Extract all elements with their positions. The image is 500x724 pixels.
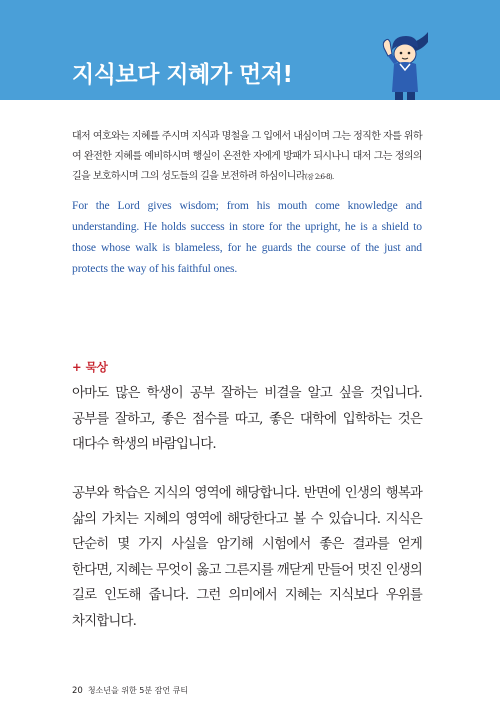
verse-english: For the Lord gives wisdom; from his mouth come knowledge and understanding. He holds success in store for the upright, he is a shield to those whose walk is blameless, for he guards the course of the just and protects the way of his faithful ones. <box>72 199 422 275</box>
verse-korean-text: 대저 여호와는 지혜를 주시며 지식과 명철을 그 입에서 내심이며 그는 정직한 자를 위하여 완전한 지혜를 예비하시며 행실이 온전한 자에게 방패가 되시나니 대저 그는 정의의 길을 보호하시며 그의 성도들의 길을 보전하려 하심이니라 <box>72 131 422 182</box>
chapter-title: 지식보다 지혜가 먼저! <box>72 62 293 88</box>
page-footer <box>72 685 188 696</box>
page-number: 20 <box>72 686 83 696</box>
verse-korean <box>72 127 422 187</box>
book-title: 청소년을 위한 5분 잠언 큐티 <box>87 686 189 695</box>
meditation-label: + 묵상 <box>72 360 108 374</box>
verse-reference: (잠 2:6-8). <box>304 173 334 181</box>
meditation-paragraph-2: 공부와 학습은 지식의 영역에 해당합니다. 반면에 인생의 행복과 삶의 가치는 지혜의 영역에 해당한다고 볼 수 있습니다. 지식은 단순히 몇 가지 사실을 암기해 시험에서 좋은 결과를 얻게 한다면, 지혜는 무엇이 옳고 그른지를 깨닫게 만들어 멋진 인생의 길로 인도해 줍니다. 그런 의미에서 지혜는 지식보다 우위를 차지합니다. <box>72 486 422 629</box>
chapter-header <box>0 0 500 100</box>
meditation-paragraph-1: 아마도 많은 학생이 공부 잘하는 비결을 알고 싶을 것입니다. 공부를 잘하고, 좋은 점수를 따고, 좋은 대학에 입학하는 것은 대다수 학생의 바람입니다. <box>72 386 422 452</box>
boy-mascot-icon <box>378 30 430 102</box>
